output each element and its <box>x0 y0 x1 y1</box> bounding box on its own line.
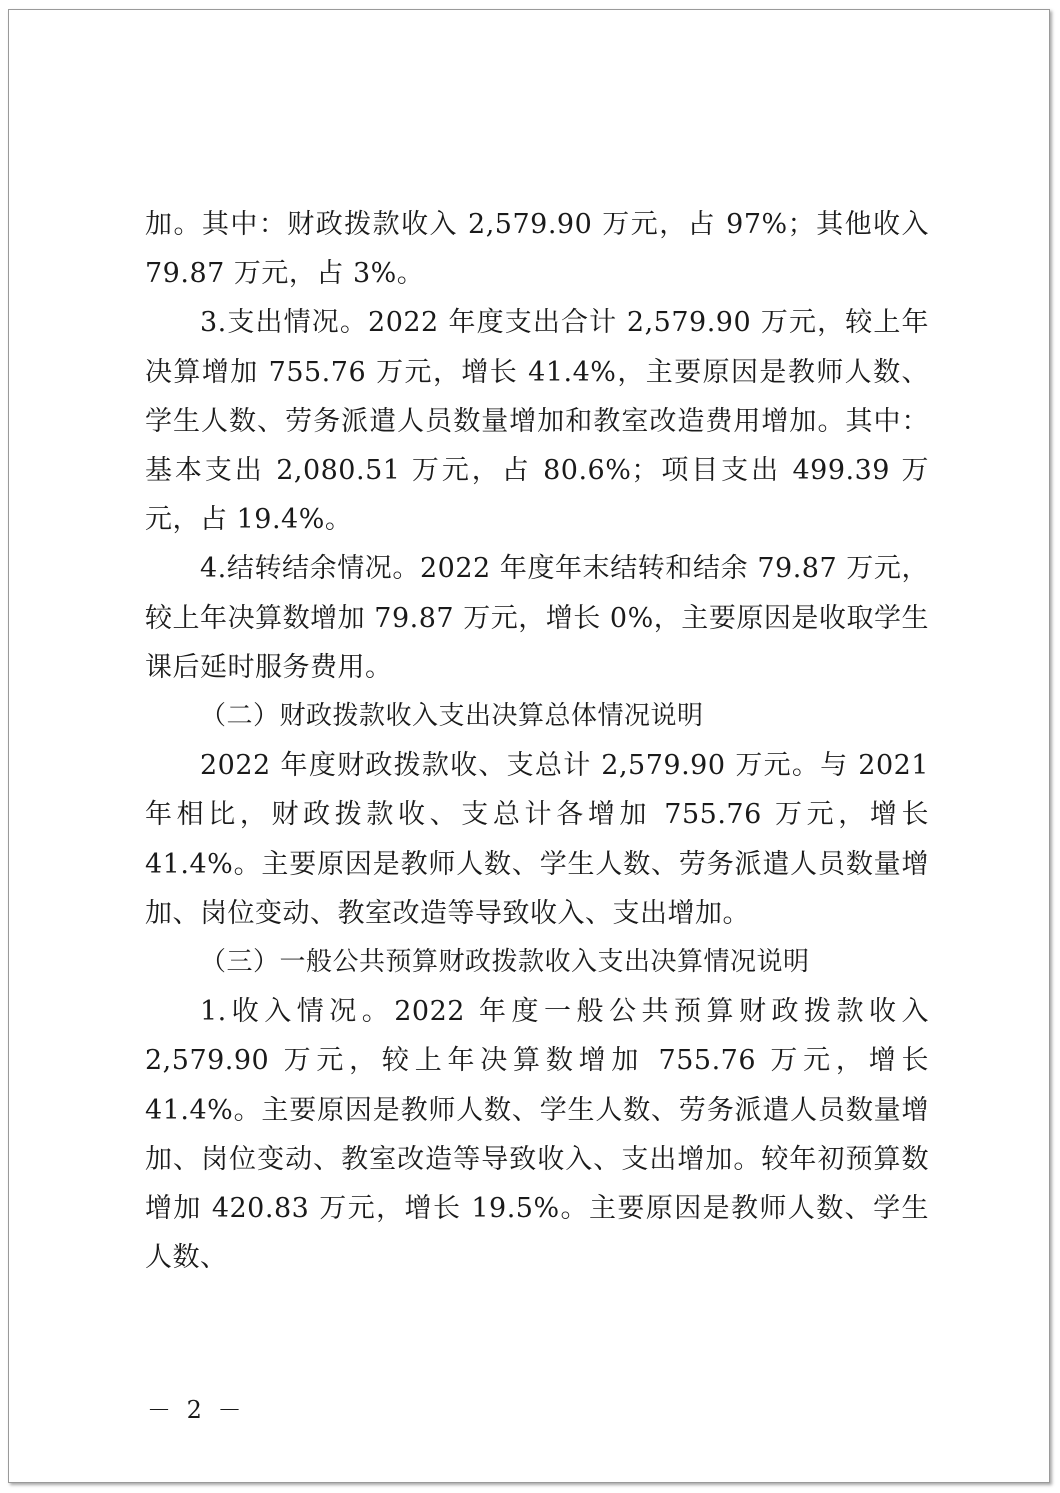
page-number: － 2 － <box>147 1396 246 1424</box>
paragraph-general-budget-income: 1.收入情况。2022 年度一般公共预算财政拨款收入 2,579.90 万元，较上年决算数增加 755.76 万元，增长 41.4%。主要原因是教师人数、学生人数、劳务派遣人员数量增加、岗位变动、教室改造等导致收入、支出增加。较年初预算数增加 420.83 万元，增长 19.5%。主要原因是教师人数、学生人数、 <box>145 996 929 1274</box>
paragraph-fiscal-overview: 2022 年度财政拨款收、支总计 2,579.90 万元。与 2021 年相比，财政拨款收、支总计各增加 755.76 万元，增长 41.4%。主要原因是教师人数、学生人数、劳务派遣人员数量增加、岗位变动、教室改造等导致收入、支出增加。 <box>145 750 929 929</box>
paragraph-carryover: 4.结转结余情况。2022 年度年末结转和结余 79.87 万元，较上年决算数增加 79.87 万元，增长 0%，主要原因是收取学生课后延时服务费用。 <box>145 553 929 683</box>
paragraph-income-breakdown: 加。其中：财政拨款收入 2,579.90 万元，占 97%；其他收入 79.87 万元，占 3%。 <box>145 209 929 290</box>
section-heading-general-budget: （三）一般公共预算财政拨款收入支出决算情况说明 <box>200 947 810 978</box>
section-heading-fiscal-overview: （二）财政拨款收入支出决算总体情况说明 <box>200 701 704 732</box>
document-page <box>8 9 1050 1483</box>
document-body <box>145 200 929 1282</box>
paragraph-expenditure: 3.支出情况。2022 年度支出合计 2,579.90 万元，较上年决算增加 755.76 万元，增长 41.4%，主要原因是教师人数、学生人数、劳务派遣人员数量增加和教室改造费用增加。其中：基本支出 2,080.51 万元，占 80.6%；项目支出 499.39 万元，占 19.4%。 <box>145 307 929 536</box>
